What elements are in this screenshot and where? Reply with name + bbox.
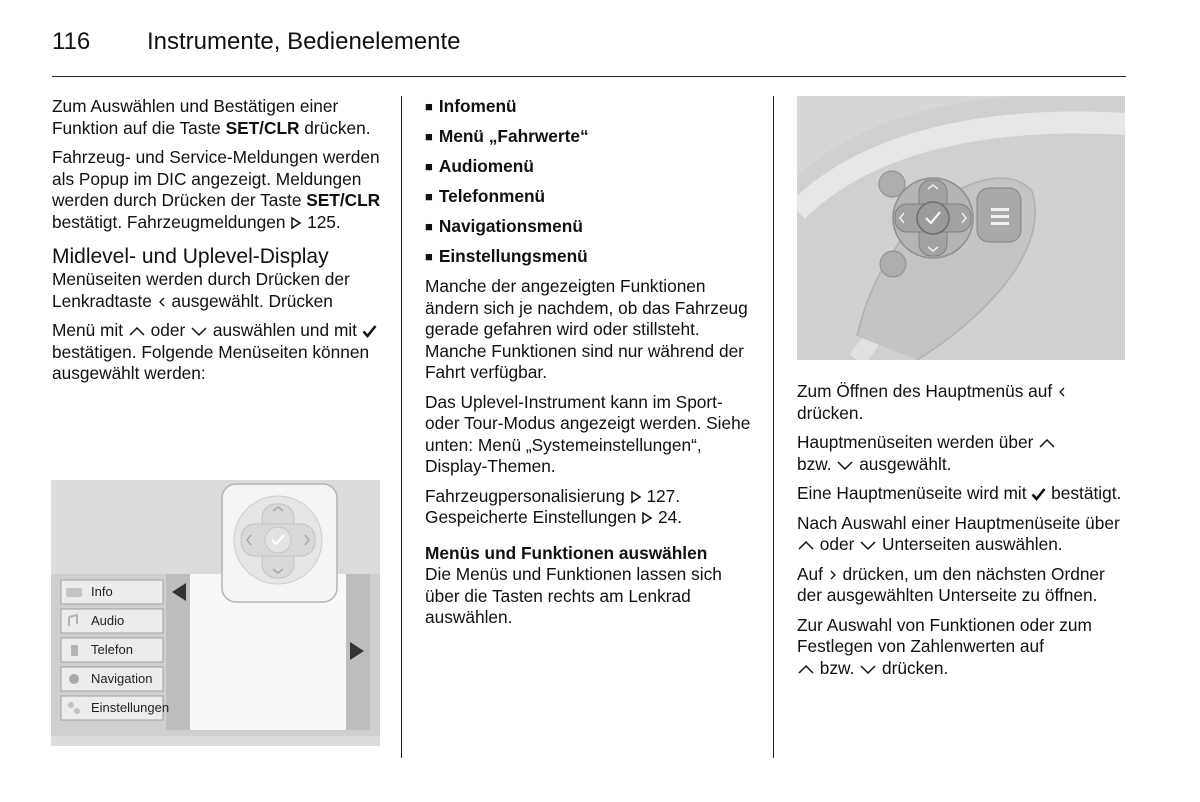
key-label: SET/CLR [306,190,381,210]
menu-item-navigation: Navigation [91,671,153,686]
paragraph: Nach Auswahl einer Hauptmenüseite über oder Unterseiten auswählen. [797,512,1120,554]
chevron-right-icon [828,569,838,581]
list-item: ■ Infomenü [425,96,755,119]
page-reference-icon [630,490,642,504]
list-item: ■ Audiomenü [425,156,755,179]
checkmark-icon [362,324,377,338]
page-reference-icon [290,216,302,230]
paragraph: Auf drücken, um den nächsten Ordner der ausgewählten Unterseite zu öffnen. [797,563,1105,605]
display-illustration [51,480,380,746]
list-item: ■ Einstellungsmenü [425,246,755,269]
paragraph: Das Uplevel-Instrument kann im Sport- oder Tour-Modus angezeigt werden. Siehe unten: Menü „Systemeinstellungen“, Display-Themen. [425,391,751,476]
paragraph: Hauptmenüseiten werden über bzw. ausgewählt. [797,432,1127,475]
subheading: Menüs und Funktionen auswählen [425,542,708,563]
chevron-left-icon [1057,386,1067,398]
page-reference-icon [641,511,653,525]
page-number: 116 [52,28,91,55]
paragraph: Zur Auswahl von Funktionen oder zum Festlegen von Zahlenwerten auf bzw. drücken. [797,614,1092,678]
chevron-up-icon [1038,437,1056,449]
menu-list [425,96,755,269]
checkmark-icon [1031,487,1046,501]
paragraph: Menüseiten werden durch Drücken der Lenkradtaste ausgewählt. Drücken [52,269,350,311]
steering-wheel-illustration [797,96,1125,360]
list-item: ■ Telefonmenü [425,186,755,209]
column-divider [401,96,402,758]
chevron-down-icon [859,663,877,675]
page-title: Instrumente, Bedienelemente [147,28,461,55]
paragraph: Menü mit oder auswählen und mit bestätigen. Folgende Menüseiten können ausgewählt werden: [52,320,382,385]
chevron-down-icon [190,325,208,337]
chevron-down-icon [859,539,877,551]
chevron-down-icon [836,459,854,471]
paragraph: Fahrzeugpersonalisierung 127. Gespeicherte Einstellungen 24. [425,485,682,527]
paragraph: Die Menüs und Funktionen lassen sich über die Tasten rechts am Lenkrad auswählen. [425,564,722,627]
column-left [52,96,382,393]
column-right [797,381,1127,687]
chevron-left-icon [157,296,167,308]
column-divider [773,96,774,758]
list-item: ■ Menü „Fahrwerte“ [425,126,755,149]
paragraph: Eine Hauptmenüseite wird mit bestätigt. [797,483,1122,503]
key-label: SET/CLR [225,117,300,138]
menu-item-einstellungen: Einstellungen [91,700,170,715]
section-heading: Midlevel- und Uplevel-Display [52,245,329,268]
menu-item-info: Info [91,584,113,599]
paragraph: Fahrzeug- und Service-Meldungen werden als Popup im DIC angezeigt. Meldungen werden durch Drücken der Taste SET/CLR bestätigt. Fahrzeugmeldungen 125. [52,147,381,232]
menu-item-audio: Audio [91,613,125,628]
paragraph: Manche der angezeigten Funktionen ändern sich je nachdem, ob das Fahrzeug gerade gefahren wird oder stillsteht. Manche Funktionen sind nur während der Fahrt verfügbar. [425,276,748,382]
menu-item-telefon: Telefon [91,642,133,657]
chevron-up-icon [128,325,146,337]
list-item: ■ Navigationsmenü [425,216,755,239]
paragraph: Zum Öffnen des Hauptmenüs auf drücken. [797,381,1127,424]
paragraph: Zum Auswählen und Bestätigen einer Funktion auf die Taste SET/CLR drücken. [52,96,371,138]
chevron-up-icon [797,539,815,551]
chevron-up-icon [797,663,815,675]
page-header [52,24,1126,77]
column-middle [425,96,755,637]
